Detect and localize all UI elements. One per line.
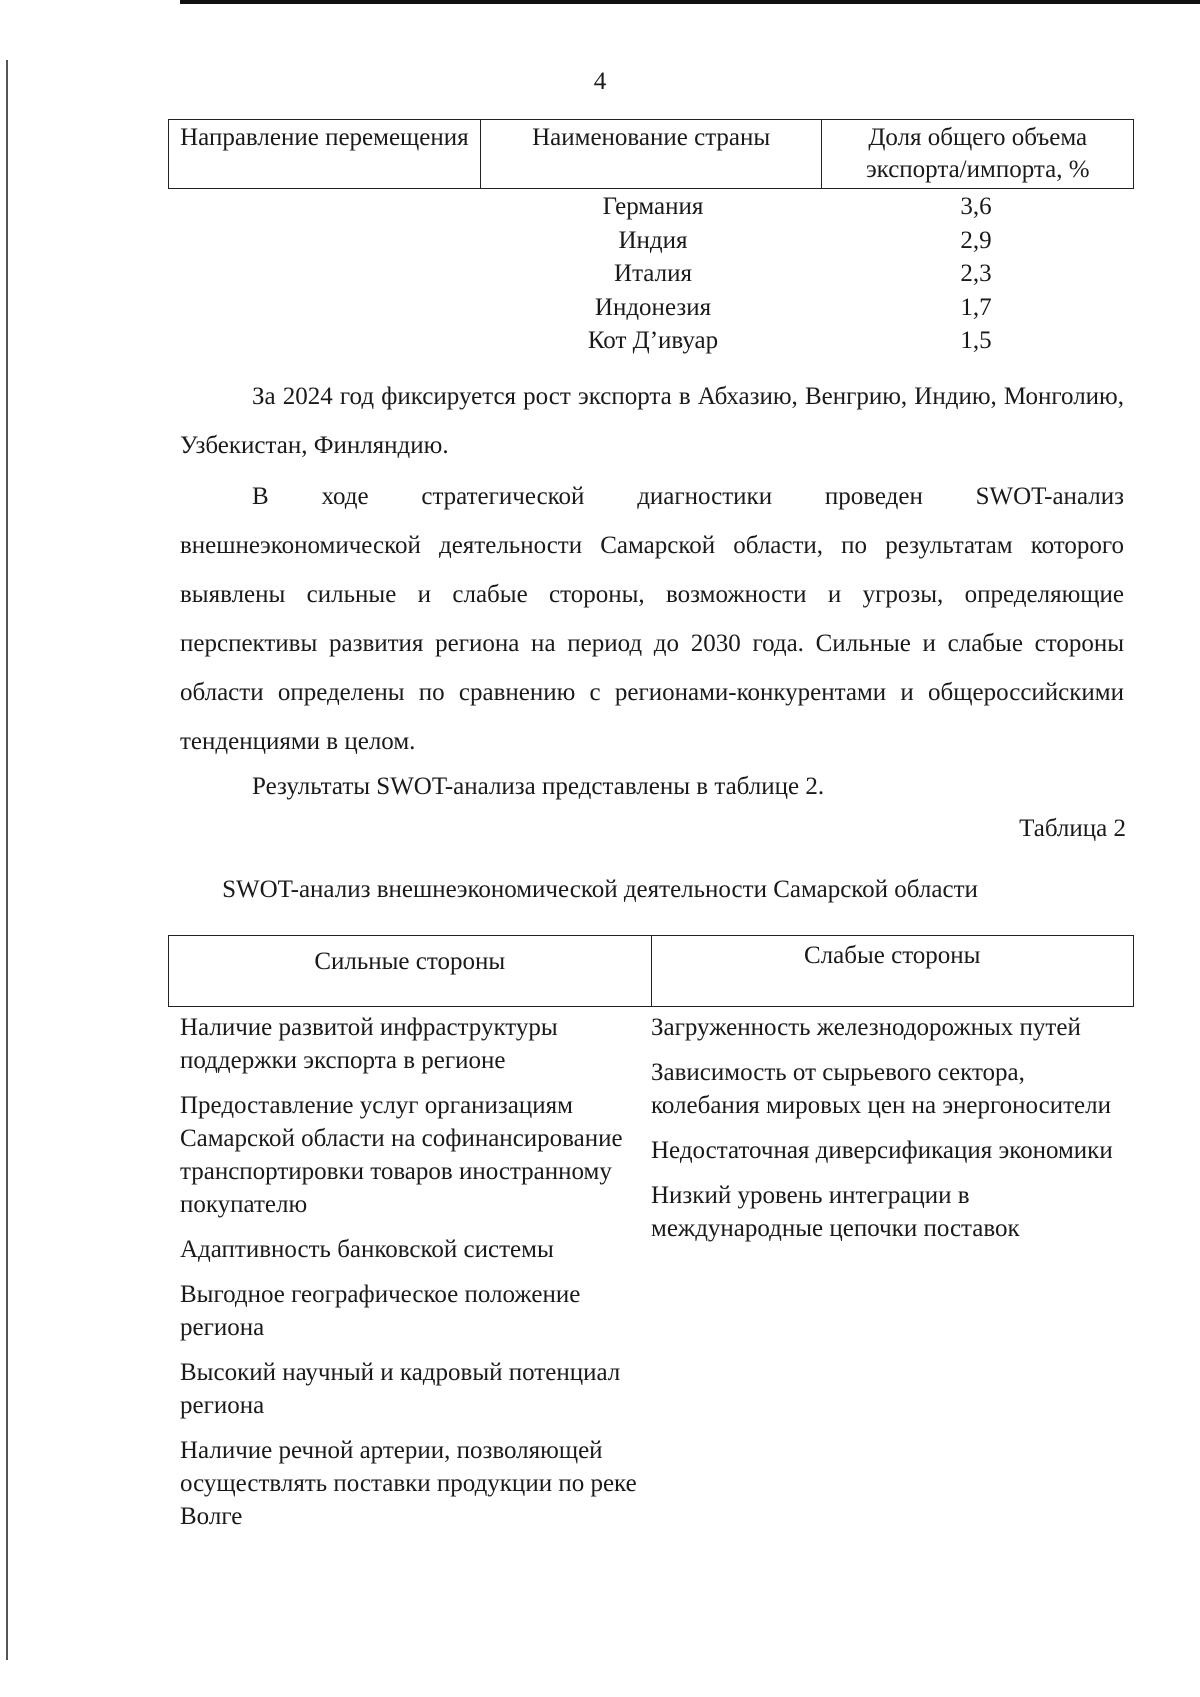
weaknesses-column [651, 1011, 1134, 1545]
country-cell: Италия [614, 260, 692, 287]
paragraph-export-growth: За 2024 год фиксируется рост экспорта в Абхазию, Венгрию, Индию, Монголию, Узбекистан, Финляндию. [180, 383, 1124, 459]
paragraph-swot-intro: В ходе стратегической диагностики проведен SWOT-анализ внешнеэкономической деятельности Самарской области, по результатам которого выявлены сильные и слабые стороны, возможности и угрозы, определяющие перспективы развития региона на период до 2030 года. Сильные и слабые стороны области определены по сравнению с регионами-конкурентами и общероссийскими тенденциями в целом. [180, 483, 1124, 755]
strength-item: Адаптивность банковской системы [180, 1236, 554, 1263]
page-number: 4 [593, 68, 607, 95]
swot-table-header [168, 935, 1134, 1007]
country-cell: Индонезия [594, 293, 712, 321]
header-share: Доля общего объема экспорта/импорта, % [822, 120, 1134, 189]
table-row [168, 324, 1134, 358]
swot-table-body [168, 1011, 1134, 1545]
country-share-table-header [168, 119, 1134, 189]
strength-item: Высокий научный и кадровый потенциал региона [180, 1359, 621, 1419]
strength-item: Наличие речной артерии, позволяющей осуществлять поставки продукции по реке Волге [180, 1437, 637, 1530]
share-cell: 1,7 [960, 293, 992, 321]
strengths-header: Сильные стороны [169, 936, 652, 1006]
share-cell: 3,6 [960, 193, 992, 220]
strength-item: Предоставление услуг организациям Самарской области на софинансирование транспортировки товаров иностранному покупателю [180, 1092, 623, 1218]
header-country: Наименование страны [480, 120, 822, 189]
strength-item: Выгодное географическое положение региона [180, 1281, 581, 1341]
table-caption: Таблица 2 [1019, 815, 1126, 842]
header-direction: Направление перемещения [169, 120, 481, 189]
swot-table [168, 935, 1134, 1545]
table-row [168, 291, 1134, 325]
paragraph-swot-results: Результаты SWOT-анализа представлены в таблице 2. [252, 773, 825, 800]
weakness-item: Зависимость от сырьевого сектора, колебания мировых цен на энергоносители [651, 1059, 1112, 1119]
strengths-column [168, 1011, 651, 1545]
share-cell: 1,5 [960, 327, 992, 354]
share-cell: 2,3 [960, 260, 992, 287]
weakness-item: Недостаточная диверсификация экономики [651, 1137, 1113, 1164]
share-cell: 2,9 [960, 226, 992, 254]
country-cell: Германия [602, 193, 704, 220]
table-title: SWOT-анализ внешнеэкономической деятельности Самарской области [222, 876, 978, 903]
table-row [168, 190, 1134, 224]
weakness-item: Загруженность железнодорожных путей [651, 1014, 1081, 1041]
country-cell: Индия [618, 226, 688, 254]
strength-item: Наличие развитой инфраструктуры поддержки экспорта в регионе [180, 1014, 558, 1074]
table-row [168, 224, 1134, 258]
table-row [168, 257, 1134, 291]
country-share-table-rows [168, 190, 1134, 358]
weaknesses-header: Слабые стороны [804, 942, 981, 969]
scan-top-border [180, 0, 1200, 4]
weakness-item: Низкий уровень интеграции в международные цепочки поставок [651, 1182, 1020, 1242]
country-cell: Кот Д’ивуар [587, 327, 719, 354]
scan-left-border [6, 60, 8, 1660]
